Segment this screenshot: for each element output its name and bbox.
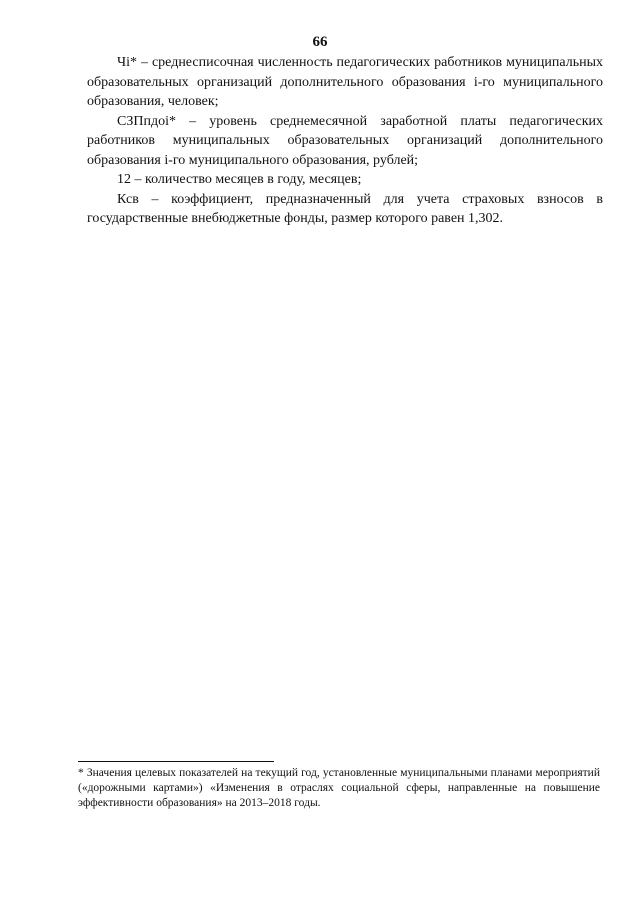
definition-term: Ксв xyxy=(117,191,139,207)
definition-term: Чi* xyxy=(117,55,137,70)
page-number: 66 xyxy=(312,34,328,50)
footnote-paragraph xyxy=(78,766,600,811)
definition-term: 12 xyxy=(117,172,131,187)
definition-text: среднесписочная численность педагогических работников муниципальных образовательных организаций дополнительного образования i-го муниципального образования, человек; xyxy=(87,55,603,109)
definition-separator: – xyxy=(131,172,145,187)
definition-item xyxy=(87,53,603,112)
footnote-text: Значения целевых показателей на текущий год, установленные муниципальными планами мероприятий («дорожными картами») «Изменения в отраслях социальной сферы, направленные на повышение эффективности образования» на 2013–2018 годы. xyxy=(78,767,600,809)
definition-text: уровень среднемесячной заработной платы педагогических работников муниципальных образовательных организаций дополнительного образования i-го муниципального образования, рублей; xyxy=(87,113,603,168)
definition-separator: – xyxy=(175,113,210,129)
definitions-list xyxy=(87,53,603,229)
footnote-marker: * xyxy=(78,767,84,779)
definition-text: коэффициент, предназначенный для учета страховых взносов в государственные внебюджетные фонды, размер которого равен 1,302. xyxy=(87,191,604,226)
definition-item xyxy=(87,190,603,229)
definition-text: количество месяцев в году, месяцев; xyxy=(145,172,362,187)
footnote xyxy=(78,766,600,811)
footnote-divider xyxy=(78,761,274,762)
definition-separator: – xyxy=(137,55,152,70)
definition-item xyxy=(87,112,603,171)
definition-term: СЗПпдоi* xyxy=(117,113,176,129)
definition-separator: – xyxy=(138,191,172,207)
definition-item xyxy=(87,170,603,190)
